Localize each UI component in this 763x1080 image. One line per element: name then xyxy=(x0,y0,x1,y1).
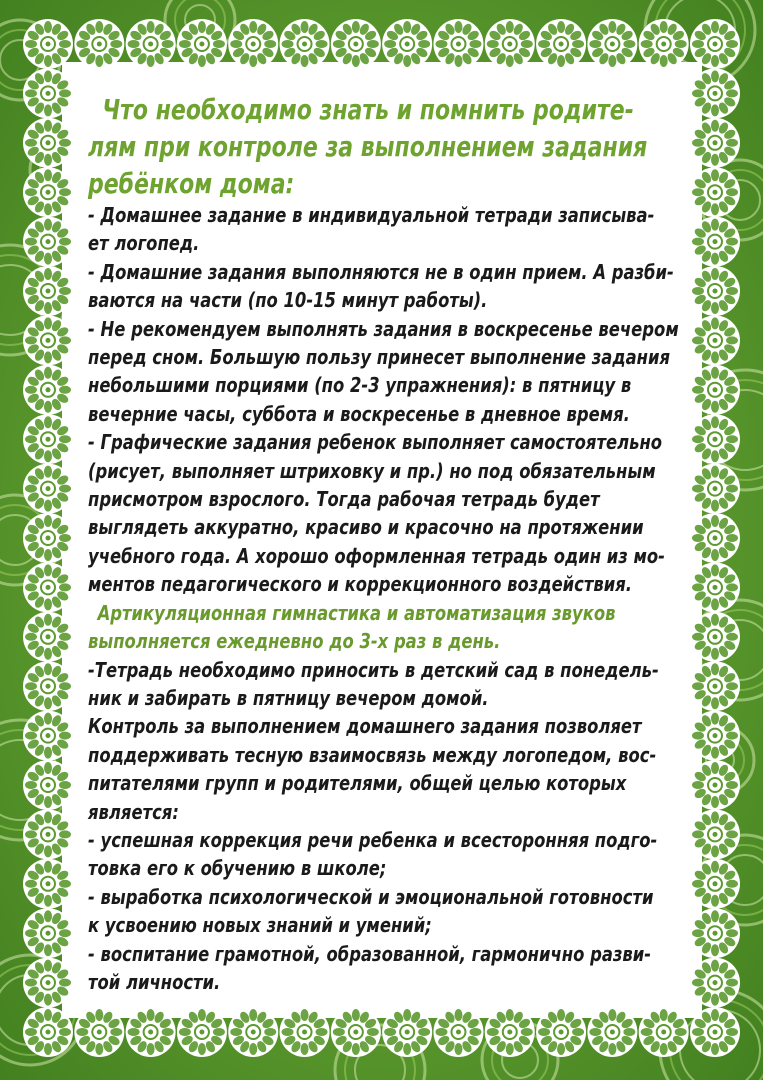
body-line: той личности. xyxy=(88,969,221,994)
body-line: - Домашние задания выполняются не в один прием. А разби- xyxy=(88,259,674,284)
document-title xyxy=(88,92,678,203)
body-line: -Тетрадь необходимо приносить в детский сад в понедель- xyxy=(88,657,659,682)
body-line: - Домашнее задание в индивидуальной тетради записыва- xyxy=(88,203,655,227)
body-line: питателями групп и родителями, общей целью которых xyxy=(88,771,627,796)
body-line: - Графические задания ребенок выполняет самостоятельно xyxy=(88,430,663,455)
body-line: перед сном. Большую пользу принесет выполнение задания xyxy=(88,345,671,370)
body-line: - Не рекомендуем выполнять задания в воскресенье вечером xyxy=(88,316,679,341)
body-line: ник и забирать в пятницу вечером домой. xyxy=(88,685,489,710)
body-line: ментов педагогического и коррекционного воздействия. xyxy=(88,572,633,597)
body-line: выглядеть аккуратно, красиво и красочно на протяжении xyxy=(88,515,644,540)
highlight-line: выполняется ежедневно до 3-х раз в день. xyxy=(88,629,501,654)
body-line: (рисует, выполняет штриховку и пр.) но под обязательным xyxy=(88,458,656,483)
body-line: является: xyxy=(88,799,179,824)
highlight-line: Артикуляционная гимнастика и автоматизация звуков xyxy=(97,600,616,625)
body-line: к усвоению новых знаний и умений; xyxy=(88,913,432,938)
body-line: ваются на части (по 10-15 минут работы). xyxy=(88,288,488,313)
document-body xyxy=(88,201,682,996)
body-line: - воспитание грамотной, образованной, гармонично разви- xyxy=(88,941,652,966)
body-line: - выработка психологической и эмоциональной готовности xyxy=(88,884,654,909)
body-line: товка его к обучению в школе; xyxy=(88,856,387,881)
body-line: Контроль за выполнением домашнего задания позволяет xyxy=(88,714,642,739)
body-line: вечерние часы, суббота и воскресенье в дневное время. xyxy=(88,401,630,426)
document-content xyxy=(88,92,679,996)
body-line: присмотром взрослого. Тогда рабочая тетрадь будет xyxy=(88,487,600,512)
title-line: ребёнком дома: xyxy=(88,168,295,200)
body-line: - успешная коррекция речи ребенка и всесторонняя подго- xyxy=(88,827,658,852)
title-line: Что необходимо знать и помнить родите- xyxy=(102,94,634,126)
body-line: поддерживать тесную взаимосвязь между логопедом, вос- xyxy=(88,742,657,767)
body-line: небольшими порциями (по 2-3 упражнения): в пятницу в xyxy=(88,373,632,398)
body-line: учебного года. А хорошо оформленная тетрадь один из мо- xyxy=(88,543,665,568)
body-line: ет логопед. xyxy=(88,231,200,256)
title-line: лям при контроле за выполнением задания xyxy=(88,131,648,163)
